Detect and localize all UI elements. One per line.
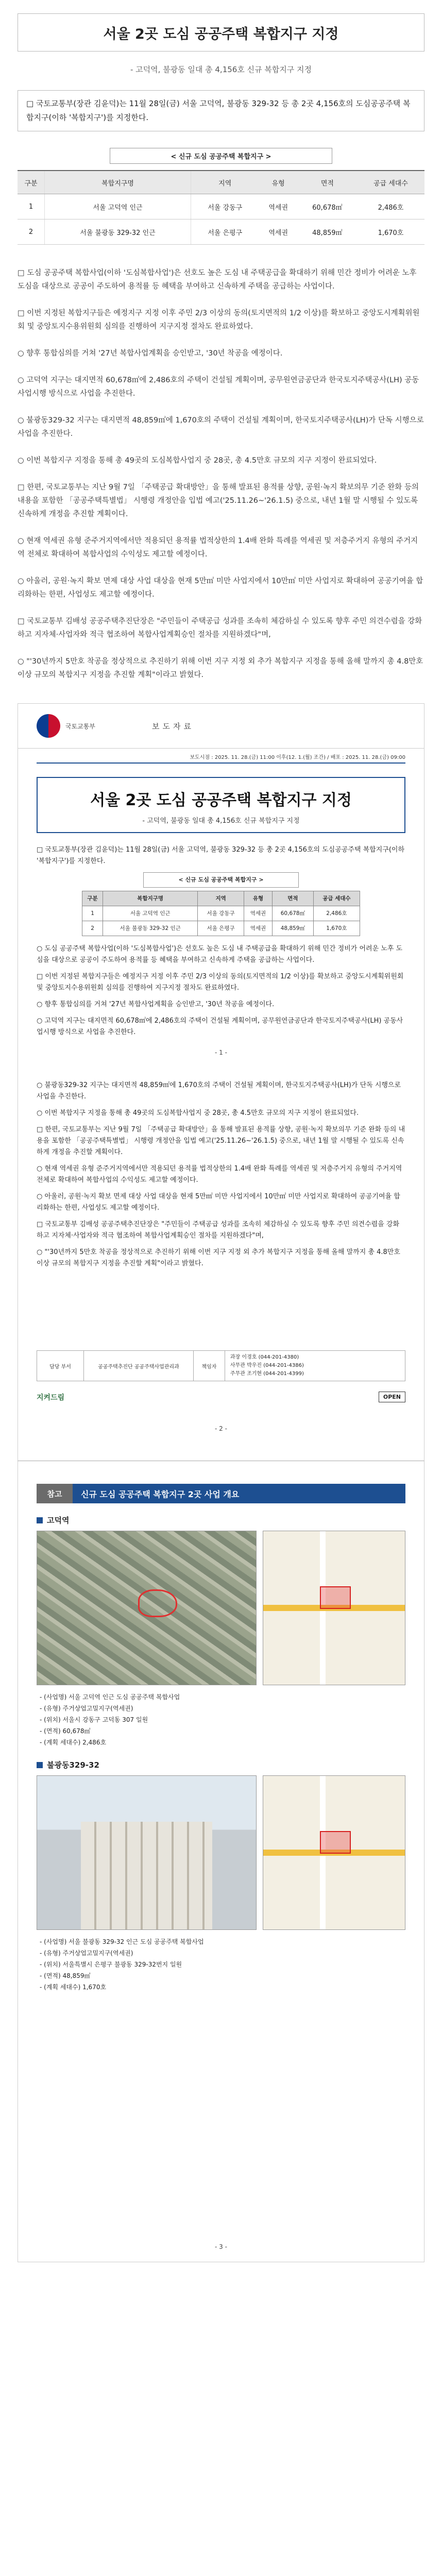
info-line: - (위치) 서울시 강동구 고덕동 307 일원 <box>40 1716 148 1723</box>
cell: 서울 고덕역 인근 <box>45 194 191 219</box>
info-line: - (위치) 서울특별시 은평구 불광동 329-32번지 일원 <box>40 1961 182 1968</box>
table-row <box>18 194 424 219</box>
cell: 서울 고덕역 인근 <box>103 906 198 921</box>
cell: 2 <box>82 921 103 936</box>
press-header <box>18 704 424 749</box>
cell: 서울 강동구 <box>191 194 259 219</box>
ministry-name: 국토교통부 <box>65 722 95 730</box>
col-header: 유형 <box>244 891 272 906</box>
paragraph: □ 국토교통부(장관 김윤덕)는 11월 28일(금) 서울 고덕역, 불광동 329-32 등 총 2곳 4,156호의 도심공공주택 복합지구(이하 '복합지구')를 지정한다. <box>37 846 405 865</box>
site2-info <box>37 1936 405 1993</box>
col-header: 복합지구명 <box>45 171 191 194</box>
site-name: 불광동329-32 <box>47 1760 99 1770</box>
paragraph: ○ 도심 공공주택 복합사업(이하 '도심복합사업')은 선호도 높은 도심 내 주택공급을 확대하기 위해 민간 정비가 어려운 노후 도심을 대상으로 공공이 주도하여 용적률 등 혜택을 부여하고 신속하게 주택을 공급하는 사업이다. <box>37 945 403 964</box>
press-title: 서울 2곳 도심 공공주택 복합지구 지정 <box>90 791 352 809</box>
paragraph: ○ 이번 복합지구 지정을 통해 총 49곳의 도심복합사업지 중 28곳, 총 4.5만호 규모의 지구 지정이 완료되었다. <box>37 1109 359 1117</box>
cell: 서울 불광동 329-32 인근 <box>45 219 191 245</box>
cell: 48,859㎡ <box>298 219 357 245</box>
contact-table <box>37 1350 405 1381</box>
cell: 2,486호 <box>313 906 360 921</box>
col-header: 지역 <box>198 891 244 906</box>
site1-images <box>37 1531 405 1685</box>
cell: 1 <box>18 194 45 219</box>
cell: 60,678㎡ <box>298 194 357 219</box>
col-header: 유형 <box>259 171 297 194</box>
site-heading <box>37 1759 405 1770</box>
contact-line: 사무관 박우진 (044-201-4386) <box>230 1363 304 1368</box>
paragraph: □ 도심 공공주택 복합사업(이하 '도심복합사업')은 선호도 높은 도심 내 주택공급을 확대하기 위해 민간 정비가 어려운 노후 도심을 대상으로 공공이 주도하여 용적률 등 혜택을 부여하고 신속하게 주택을 공급하는 사업이다. <box>18 269 417 291</box>
reference-tag: 참고 <box>37 1484 73 1503</box>
square-bullet-icon <box>37 1762 43 1768</box>
info-line: - (계획 세대수) 2,486호 <box>40 1739 107 1746</box>
press-table-caption: < 신규 도심 공공주택 복합지구 > <box>143 872 299 888</box>
table-header-row <box>18 171 424 194</box>
info-line: - (사업명) 서울 고덕역 인근 도심 공공주택 복합사업 <box>40 1693 180 1701</box>
cell: 60,678㎡ <box>273 906 314 921</box>
summary-box <box>18 90 424 131</box>
site-heading <box>37 1515 405 1526</box>
reference-title: 신규 도심 공공주택 복합지구 2곳 사업 개요 <box>73 1484 405 1503</box>
table-header-row <box>82 891 360 906</box>
paragraph: □ 이번 지정된 복합지구들은 예정지구 지정 이후 주민 2/3 이상의 동의(토지면적의 1/2 이상)를 확보하고 중앙도시계획위원회 및 중앙토지수용위원회 심의를 진행하여 지구지정 절차도 완료하였다. <box>18 309 420 331</box>
paragraph: ○ "'30년까지 5만호 착공을 정상적으로 추진하기 위해 이번 지구 지정 외 추가 복합지구 지정을 통해 올해 말까지 총 4.8만호 이상 규모의 복합지구 지정을 추진할 계획"이라고 밝혔다. <box>18 657 423 679</box>
release-timing: 보도시점 : 2025. 11. 28.(금) 11:00 이후(12. 1.(월) 조간) / 배포 : 2025. 11. 28.(금) 09:00 <box>37 753 405 764</box>
aerial-photo <box>37 1531 257 1685</box>
cell: 2 <box>18 219 45 245</box>
paragraph: □ 이번 지정된 복합지구들은 예정지구 지정 이후 주민 2/3 이상의 동의(토지면적의 1/2 이상)를 확보하고 중앙도시계획위원회 및 중앙토지수용위원회 심의를 진행하여 지구지정 절차도 완료하였다. <box>37 973 404 992</box>
paragraph: □ 국토교통부 김배성 공공주택추진단장은 "주민들이 주택공급 성과를 조속히 체감하실 수 있도록 향후 주민 의견수렴을 강화하고 지자체·사업자와 적극 협조하여 복합사업계획승인 절차를 지원하겠다"며, <box>37 1221 400 1240</box>
contact-line: 과장 이경호 (044-201-4380) <box>230 1354 299 1360</box>
info-line: - (면적) 48,859㎡ <box>40 1972 91 1979</box>
table-caption: < 신규 도심 공공주택 복합지구 > <box>110 148 332 164</box>
press-body-page2 <box>37 1080 405 1275</box>
cell: 역세권 <box>259 194 297 219</box>
page-number: - 3 - <box>215 2243 227 2250</box>
location-map <box>263 1775 405 1930</box>
paragraph: ○ 현재 역세권 유형 준주거지역에서만 적용되던 용적률 법적상한의 1.4배 완화 특례를 역세권 및 저층주거지 유형의 주거지역 전체로 확대하여 복합사업의 수익성도 제고할 예정이다. <box>18 537 418 558</box>
location-map <box>263 1531 405 1685</box>
paragraph: ○ 불광동329-32 지구는 대지면적 48,859㎡에 1,670호의 주택이 건설될 계획이며, 한국토지주택공사(LH)가 단독 시행으로 사업을 추진한다. <box>37 1081 401 1100</box>
government-emblem-icon <box>37 714 60 738</box>
paragraph: ○ 현재 역세권 유형 준주거지역에서만 적용되던 용적률 법적상한의 1.4배 완화 특례를 역세권 및 저층주거지 유형의 주거지역 전체로 확대하여 복합사업의 수익성도 제고할 예정이다. <box>37 1165 402 1184</box>
cell: 서울 은평구 <box>191 219 259 245</box>
cell: 1 <box>82 906 103 921</box>
info-line: - (면적) 60,678㎡ <box>40 1727 91 1735</box>
site-name: 고덕역 <box>47 1516 70 1525</box>
paragraph: ○ 고덕역 지구는 대지면적 60,678㎡에 2,486호의 주택이 건설될 계획이며, 공무원연금공단과 한국토지주택공사(LH) 공동사업시행 방식으로 사업을 추진한다. <box>18 376 419 398</box>
open-license-badge: OPEN <box>379 1392 405 1402</box>
info-line: - (유형) 주거상업고밀지구(역세권) <box>40 1950 133 1957</box>
cell: 서울 은평구 <box>198 921 244 936</box>
article-subtitle: - 고덕역, 불광동 일대 총 4,156호 신규 복합지구 지정 <box>130 65 312 74</box>
article-title: 서울 2곳 도심 공공주택 복합지구 지정 <box>18 13 424 52</box>
summary-text: □ 국토교통부(장관 김윤덕)는 11월 28일(금) 서울 고덕역, 불광동 329-32 등 총 2곳 4,156호의 도심공공주택 복합지구(이하 '복합지구')를 지정한다. <box>26 99 411 122</box>
col-header: 구분 <box>82 891 103 906</box>
cell: 역세권 <box>244 921 272 936</box>
page-number: - 2 - <box>215 1425 227 1432</box>
cell: 역세권 <box>244 906 272 921</box>
paragraph: ○ "'30년까지 5만호 착공을 정상적으로 추진하기 위해 이번 지구 지정 외 추가 복합지구 지정을 통해 올해 말까지 총 4.8만호 이상 규모의 복합지구 지정을 추진할 계획"이라고 밝혔다. <box>37 1248 400 1267</box>
paragraph: ○ 향후 통합심의를 거쳐 '27년 복합사업계획을 승인받고, '30년 착공을 예정이다. <box>18 349 283 358</box>
table-row <box>82 921 360 936</box>
col-header: 공급 세대수 <box>313 891 360 906</box>
cell: 1,670호 <box>313 921 360 936</box>
press-body-page1 <box>37 844 405 1038</box>
paragraph: ○ 향후 통합심의를 거쳐 '27년 복합사업계획을 승인받고, '30년 착공을 예정이다. <box>37 1001 275 1008</box>
paragraph: ○ 아울러, 공원·녹지 확보 면제 대상 사업 대상을 현재 5만㎡ 미만 사업지에서 10만㎡ 미만 사업지로 확대하여 공공기여율 합리화하는 한편, 사업성도 제고할 예정이다. <box>37 1193 400 1212</box>
press-title-box <box>37 777 405 833</box>
table-row <box>18 219 424 245</box>
col-header: 면적 <box>273 891 314 906</box>
paragraph: □ 국토교통부 김배성 공공주택추진단장은 "주민들이 주택공급 성과를 조속히 체감하실 수 있도록 향후 주민 의견수렴을 강화하고 지자체·사업자와 적극 협조하여 복합사업계획승인 절차를 지원하겠다"며, <box>18 617 422 639</box>
contact-dept: 공공주택추진단 공공주택사업관리과 <box>84 1351 194 1381</box>
press-subtitle: - 고덕역, 불광동 일대 총 4,156호 신규 복합지구 지정 <box>142 817 300 825</box>
info-line: - (사업명) 서울 불광동 329-32 인근 도심 공공주택 복합사업 <box>40 1938 204 1945</box>
architectural-rendering <box>37 1775 257 1930</box>
footer-logos <box>37 1392 405 1402</box>
col-header: 면적 <box>298 171 357 194</box>
reference-page <box>18 1461 424 2262</box>
site2-images <box>37 1775 405 1930</box>
col-header: 지역 <box>191 171 259 194</box>
paragraph: ○ 아울러, 공원·녹지 확보 면제 대상 사업 대상을 현재 5만㎡ 미만 사업지에서 10만㎡ 미만 사업지로 확대하여 공공기여율 합리화하는 한편, 사업성도 제고할 예정이다. <box>18 577 423 599</box>
campaign-logo: 지켜드림 <box>37 1393 65 1402</box>
article-body <box>18 266 424 682</box>
contact-label: 담당 부서 <box>37 1351 84 1381</box>
paragraph: □ 한편, 국토교통부는 지난 9월 7일 「주택공급 확대방안」을 통해 발표된 용적률 상향, 공원·녹지 확보의무 기준 완화 등의 내용을 포함한 「공공주택특별법」 시행령 개정안을 입법 예고('25.11.26~'26.1.5) 중으로, 내년 1월 말 시행될 수 있도록 신속하게 개정을 추진할 계획이다. <box>37 1126 405 1156</box>
info-line: - (유형) 주거상업고밀지구(역세권) <box>40 1705 133 1712</box>
col-header: 복합지구명 <box>103 891 198 906</box>
contact-line: 주무관 조기현 (044-201-4399) <box>230 1371 304 1377</box>
cell: 역세권 <box>259 219 297 245</box>
cell: 48,859㎡ <box>273 921 314 936</box>
article-section <box>18 0 424 682</box>
cell: 2,486호 <box>357 194 424 219</box>
press-release <box>18 703 424 1461</box>
cell: 1,670호 <box>357 219 424 245</box>
site1-info <box>37 1691 405 1748</box>
paragraph: ○ 고덕역 지구는 대지면적 60,678㎡에 2,486호의 주택이 건설될 계획이며, 공무원연금공단과 한국토지주택공사(LH) 공동사업시행 방식으로 사업을 추진한다. <box>37 1017 403 1036</box>
complex-table <box>18 170 424 245</box>
contact-role: 책임자 <box>194 1351 225 1381</box>
paragraph: □ 한편, 국토교통부는 지난 9월 7일 「주택공급 확대방안」을 통해 발표된 용적률 상향, 공원·녹지 확보의무 기준 완화 등의 내용을 포함한 「공공주택특별법」 시행령 개정안을 입법 예고('25.11.26~'26.1.5) 중으로, 내년 1월 말 시행될 수 있도록 신속하게 개정을 추진할 계획이다. <box>18 483 419 518</box>
paragraph: ○ 이번 복합지구 지정을 통해 총 49곳의 도심복합사업지 중 28곳, 총 4.5만호 규모의 지구 지정이 완료되었다. <box>18 456 377 465</box>
cell: 서울 불광동 329-32 인근 <box>103 921 198 936</box>
cell: 서울 강동구 <box>198 906 244 921</box>
info-line: - (계획 세대수) 1,670호 <box>40 1984 107 1991</box>
page-number: - 1 - <box>215 1049 227 1056</box>
press-table <box>82 891 360 936</box>
col-header: 구분 <box>18 171 45 194</box>
table-row <box>82 906 360 921</box>
square-bullet-icon <box>37 1517 43 1523</box>
contact-people <box>225 1351 405 1381</box>
release-label: 보도자료 <box>151 721 194 731</box>
paragraph: ○ 불광동329-32 지구는 대지면적 48,859㎡에 1,670호의 주택이 건설될 계획이며, 한국토지주택공사(LH)가 단독 시행으로 사업을 추진한다. <box>18 416 424 438</box>
col-header: 공급 세대수 <box>357 171 424 194</box>
reference-header <box>37 1484 405 1503</box>
